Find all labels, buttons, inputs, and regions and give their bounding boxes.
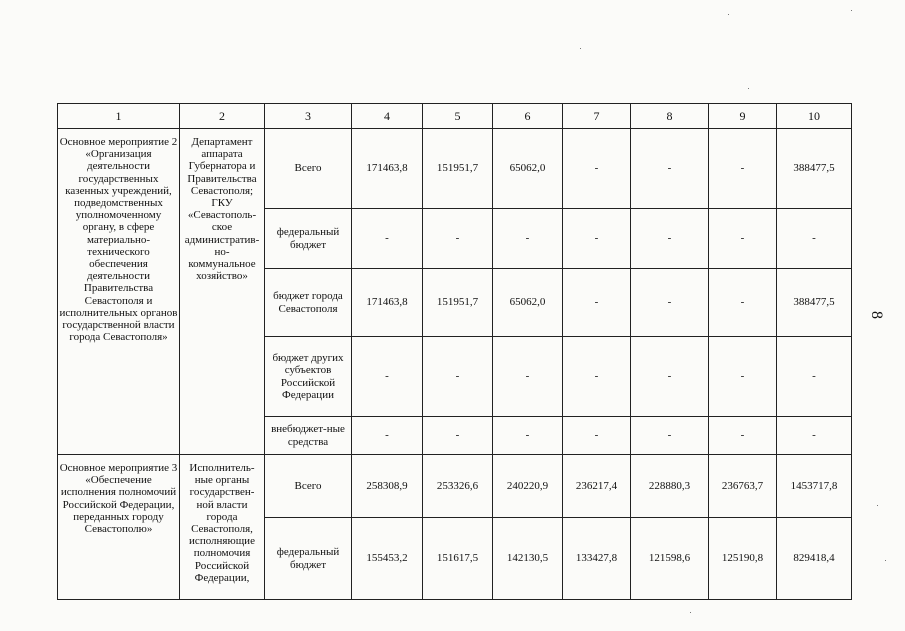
executor-cell: Департамент аппарата Губернатора и Правительства Севастополя; ГКУ «Севастополь-ское административ-но-коммунальное хозяйство» (180, 129, 265, 455)
column-header: 8 (631, 104, 709, 129)
executor-cell: Исполнитель-ные органы государствен-ной власти города Севастополя, исполняющие полномочия Российской Федерации, (180, 455, 265, 600)
value-cell: - (631, 209, 709, 269)
value-cell: - (631, 129, 709, 209)
value-cell: - (709, 129, 777, 209)
value-cell: - (777, 417, 852, 455)
value-cell: 151951,7 (423, 269, 493, 337)
column-header: 5 (423, 104, 493, 129)
value-cell: - (493, 417, 563, 455)
value-cell: 121598,6 (631, 518, 709, 600)
value-cell: - (631, 417, 709, 455)
scan-speck (748, 88, 749, 89)
value-cell: 253326,6 (423, 455, 493, 518)
column-header: 4 (352, 104, 423, 129)
scan-speck (580, 48, 581, 49)
value-cell: - (423, 417, 493, 455)
scan-speck (851, 10, 852, 11)
scan-speck (728, 14, 729, 15)
measure-cell: Основное мероприятие 2 «Организация деятельности государственных казенных учреждений, подведомственных уполномоченному органу, в сфере материально-технического обеспечения деятельности Правительства Севастополя и исполнительных органов государственной власти города Севастополя» (58, 129, 180, 455)
value-cell: 236217,4 (563, 455, 631, 518)
column-header: 2 (180, 104, 265, 129)
column-header: 6 (493, 104, 563, 129)
scan-speck (877, 505, 878, 506)
value-cell: - (631, 269, 709, 337)
source-cell: внебюджет-ные средства (265, 417, 352, 455)
column-header: 7 (563, 104, 631, 129)
value-cell: - (563, 269, 631, 337)
value-cell: 388477,5 (777, 269, 852, 337)
column-header: 3 (265, 104, 352, 129)
measure-cell: Основное мероприятие 3 «Обеспечение исполнения полномочий Российской Федерации, переданных городу Севастополю» (58, 455, 180, 600)
value-cell: 65062,0 (493, 129, 563, 209)
value-cell: - (563, 417, 631, 455)
value-cell: 155453,2 (352, 518, 423, 600)
header-row (58, 104, 852, 129)
value-cell: - (709, 209, 777, 269)
value-cell: - (563, 209, 631, 269)
value-cell: - (493, 337, 563, 417)
value-cell: - (709, 337, 777, 417)
source-cell: Всего (265, 129, 352, 209)
value-cell: - (352, 417, 423, 455)
value-cell: 829418,4 (777, 518, 852, 600)
column-header: 9 (709, 104, 777, 129)
value-cell: - (563, 337, 631, 417)
value-cell: - (777, 337, 852, 417)
value-cell: - (423, 337, 493, 417)
value-cell: - (631, 337, 709, 417)
value-cell: - (777, 209, 852, 269)
value-cell: - (423, 209, 493, 269)
value-cell: 171463,8 (352, 269, 423, 337)
value-cell: 236763,7 (709, 455, 777, 518)
value-cell: - (352, 337, 423, 417)
value-cell: 65062,0 (493, 269, 563, 337)
value-cell: 171463,8 (352, 129, 423, 209)
value-cell: 151951,7 (423, 129, 493, 209)
source-cell: федеральный бюджет (265, 209, 352, 269)
source-cell: бюджет города Севастополя (265, 269, 352, 337)
scan-speck (885, 560, 886, 561)
value-cell: 1453717,8 (777, 455, 852, 518)
value-cell: 133427,8 (563, 518, 631, 600)
source-cell: федеральный бюджет (265, 518, 352, 600)
value-cell: - (563, 129, 631, 209)
value-cell: 228880,3 (631, 455, 709, 518)
source-cell: Всего (265, 455, 352, 518)
value-cell: 240220,9 (493, 455, 563, 518)
scan-speck (690, 612, 691, 613)
value-cell: 388477,5 (777, 129, 852, 209)
value-cell: 151617,5 (423, 518, 493, 600)
value-cell: - (709, 417, 777, 455)
value-cell: 142130,5 (493, 518, 563, 600)
value-cell: - (709, 269, 777, 337)
value-cell: 125190,8 (709, 518, 777, 600)
value-cell: 258308,9 (352, 455, 423, 518)
table-row (58, 129, 852, 209)
column-header: 1 (58, 104, 180, 129)
source-cell: бюджет других субъектов Российской Федерации (265, 337, 352, 417)
budget-table (57, 103, 852, 600)
value-cell: - (493, 209, 563, 269)
column-header: 10 (777, 104, 852, 129)
value-cell: - (352, 209, 423, 269)
page-number: 8 (868, 311, 885, 319)
table-row (58, 455, 852, 518)
